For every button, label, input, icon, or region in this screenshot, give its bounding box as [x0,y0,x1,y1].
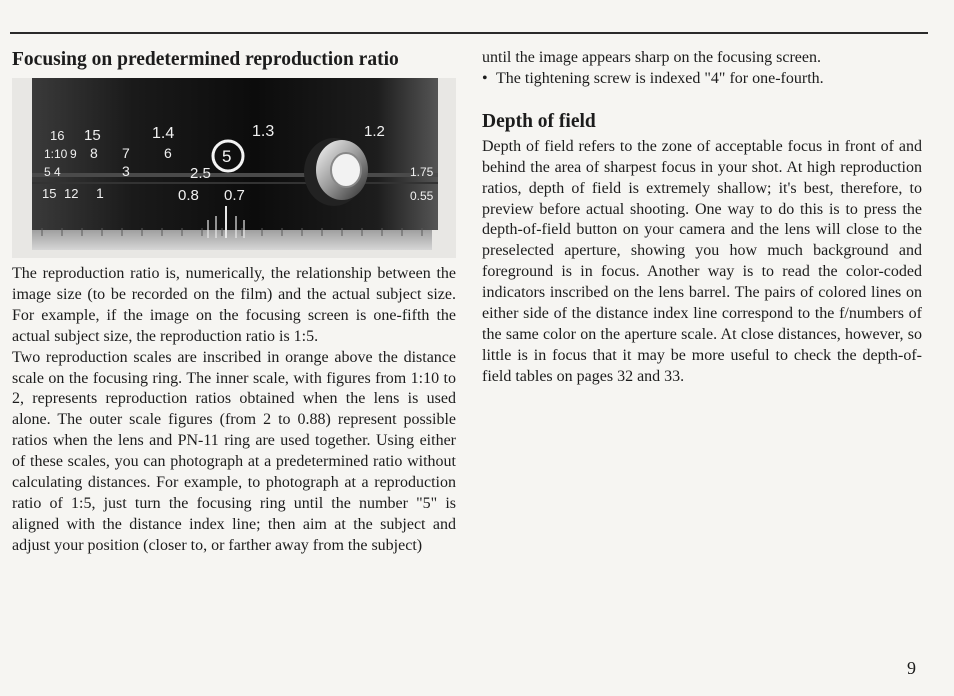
reproduction-ratio-definition: The reproduction ratio is, numerically, the relationship between the image size (to be recorded on the film) and the actual subject size. For example, if the image on the focusing screen is one-fifth the actual subject size, the reproduction ratio is 1:5. [12,265,456,345]
scale-label: 5 [44,165,51,179]
scale-label: 4 [54,165,61,179]
scale-label: 0.8 [178,187,199,204]
lens-focusing-ring-photo [12,78,456,258]
scale-label: 2.5 [190,165,211,182]
continuation-text: until the image appears sharp on the focusing screen. [482,49,821,66]
scale-label: 8 [90,145,98,161]
scale-label: 7 [122,145,130,161]
section-heading-depth-of-field: Depth of field [482,110,596,132]
scale-label: 6 [164,145,172,161]
top-rule [10,32,928,34]
scale-label: 15 [84,127,101,144]
svg-text:5: 5 [222,147,232,166]
reproduction-scales-explanation: Two reproduction scales are inscribed in orange above the distance scale on the focusing ring. The inner scale, with figures from 1:10 to 2, represents reproduction ratios obtained when the lens is used alone. The outer scale figures (from 2 to 0.88) represent possible ratios when the lens and PN-11 ring are used together. Using either of these scales, you can photograph at a predetermined ratio without calculating distances. For example, to photograph at a reproduction ratio of 1:5, just turn the focusing ring until the number "5" is aligned with the distance index line; then aim at the subject and adjust your position (closer to, or farther away from the subject) [12,348,456,554]
scale-label: 0.7 [224,187,245,204]
depth-of-field-paragraph: Depth of field refers to the zone of acceptable focus in front of and behind the area of sharpest focus in your shot. At high reproduction ratios, depth of field is extremely shallow; it's best, therefore, to preview before actual shooting. One way to do this is to press the depth-of-field button on your camera and the lens will close to the preselected aperture, showing you how much background and foreground is in focus. Another way is to read the color-coded indicators inscribed on the lens barrel. The pairs of colored lines on either side of the distance index line correspond to the f/numbers of the same color on the aperture scale. At close distances, however, so little is in focus that it may be more useful to check the depth-of-field tables on pages 32 and 33. [482,137,922,385]
scale-label: 16 [50,128,65,143]
scale-label: 0.55 [410,189,434,203]
section-heading-reproduction-ratio: Focusing on predetermined reproduction ratio [12,49,399,70]
right-column [482,48,922,388]
left-column [12,48,456,557]
scale-label: 15 [42,186,57,201]
scale-label: 1 [96,185,104,201]
page-number: 9 [907,658,916,678]
bullet-icon: • [482,69,488,87]
scale-label: 3 [122,163,130,179]
lens-illustration [12,78,456,258]
scale-label: 9 [70,147,77,161]
scale-label: 1.4 [152,125,175,142]
bullet-text: The tightening screw is indexed "4" for one-fourth. [496,69,824,87]
scale-label: 1.3 [252,123,275,140]
scale-label: 1:10 [44,147,68,161]
scale-label: 12 [64,186,79,201]
scale-label: 1.2 [364,123,385,140]
bullet-item [482,69,922,90]
scale-label: 1.75 [410,165,434,179]
